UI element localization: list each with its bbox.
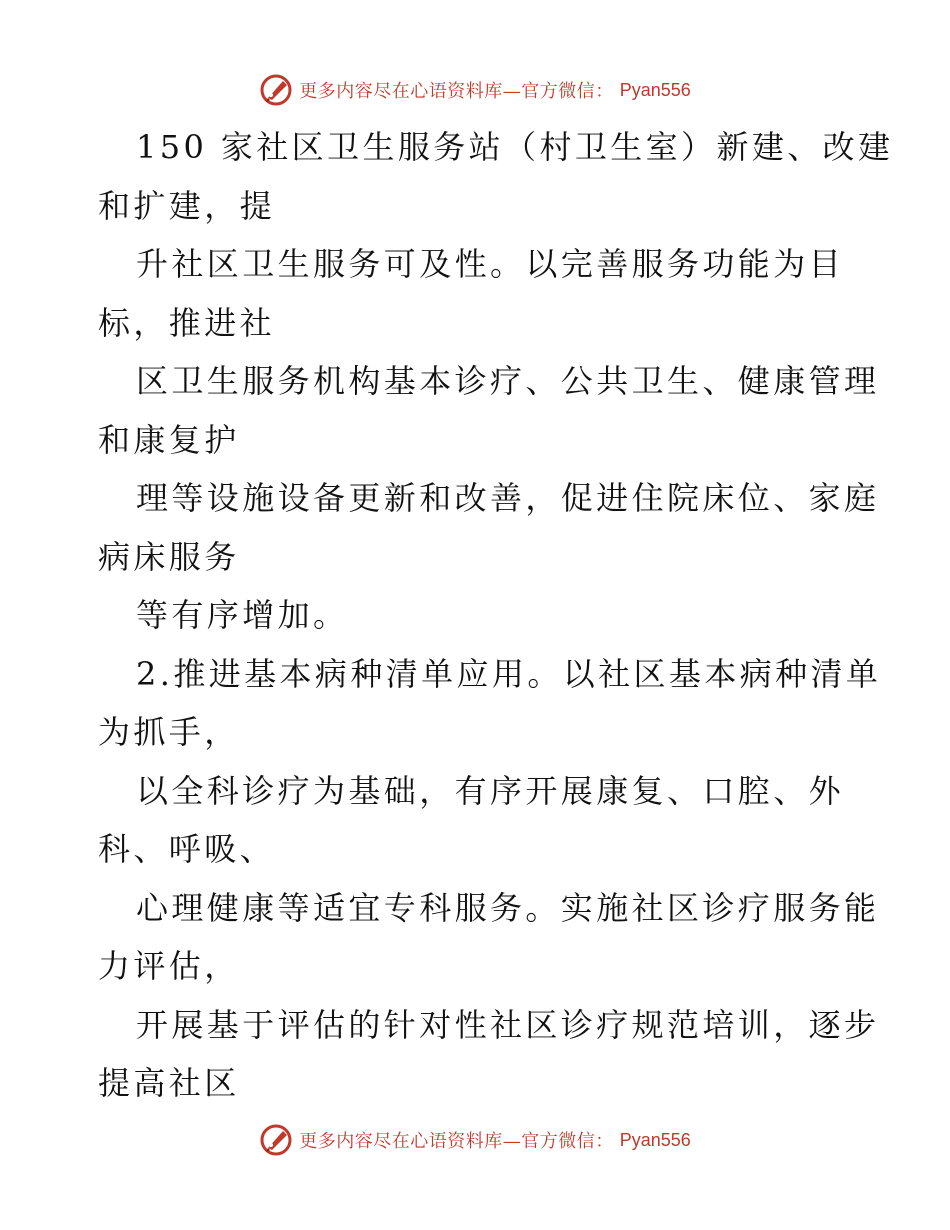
paragraph-line: 等有序增加。 [136,596,349,634]
paragraph [98,762,858,879]
paragraph-line: 病床服务 [98,537,240,576]
paragraph-line: 和扩建，提 [98,186,276,225]
paragraph [98,996,880,1113]
paragraph-line: 提高社区 [98,1064,240,1102]
footer-banner-wechat-id: Pyan556 [619,1129,691,1150]
pen-logo-icon [259,1123,293,1157]
paragraph-line: 区卫生服务机构基本诊疗、公共卫生、健康管理 [136,362,880,400]
paragraph [98,352,880,469]
paragraph-line: 150 家社区卫生服务站（村卫生室）新建、改建 [136,128,894,166]
header-banner-text: 更多内容尽在心语资料库—官方微信： [299,81,614,102]
paragraph-line: 力评估， [98,947,240,985]
paragraph [98,469,880,586]
paragraph-line: 和康复护 [98,420,240,459]
paragraph-line: 开展基于评估的针对性社区诊疗规范培训，逐步 [136,1005,880,1044]
paragraph [98,879,880,996]
paragraph-line: 以全科诊疗为基础，有序开展康复、口腔、外 [136,771,845,810]
paragraph-line: 升社区卫生服务可及性。以完善服务功能为目 [136,245,845,283]
header-banner-wechat-id: Pyan556 [619,79,691,100]
paragraph-line: 为抓手， [98,713,240,751]
paragraph [98,118,894,235]
footer-banner [0,1120,950,1160]
paragraph-line: 心理健康等适宜专科服务。实施社区诊疗服务能 [136,888,880,927]
document-body [98,118,894,1113]
paragraph [98,645,882,762]
footer-banner-text: 更多内容尽在心语资料库—官方微信： [299,1131,614,1152]
paragraph-line: 科、呼吸、 [98,830,276,868]
paragraph-line: 标，推进社 [98,303,276,342]
pen-logo-icon [259,73,293,107]
paragraph [98,235,858,352]
header-banner [0,70,950,110]
paragraph [98,586,858,645]
paragraph-line: 理等设施设备更新和改善，促进住院床位、家庭 [136,479,880,517]
paragraph-line: 2.推进基本病种清单应用。以社区基本病种清单 [136,654,882,693]
